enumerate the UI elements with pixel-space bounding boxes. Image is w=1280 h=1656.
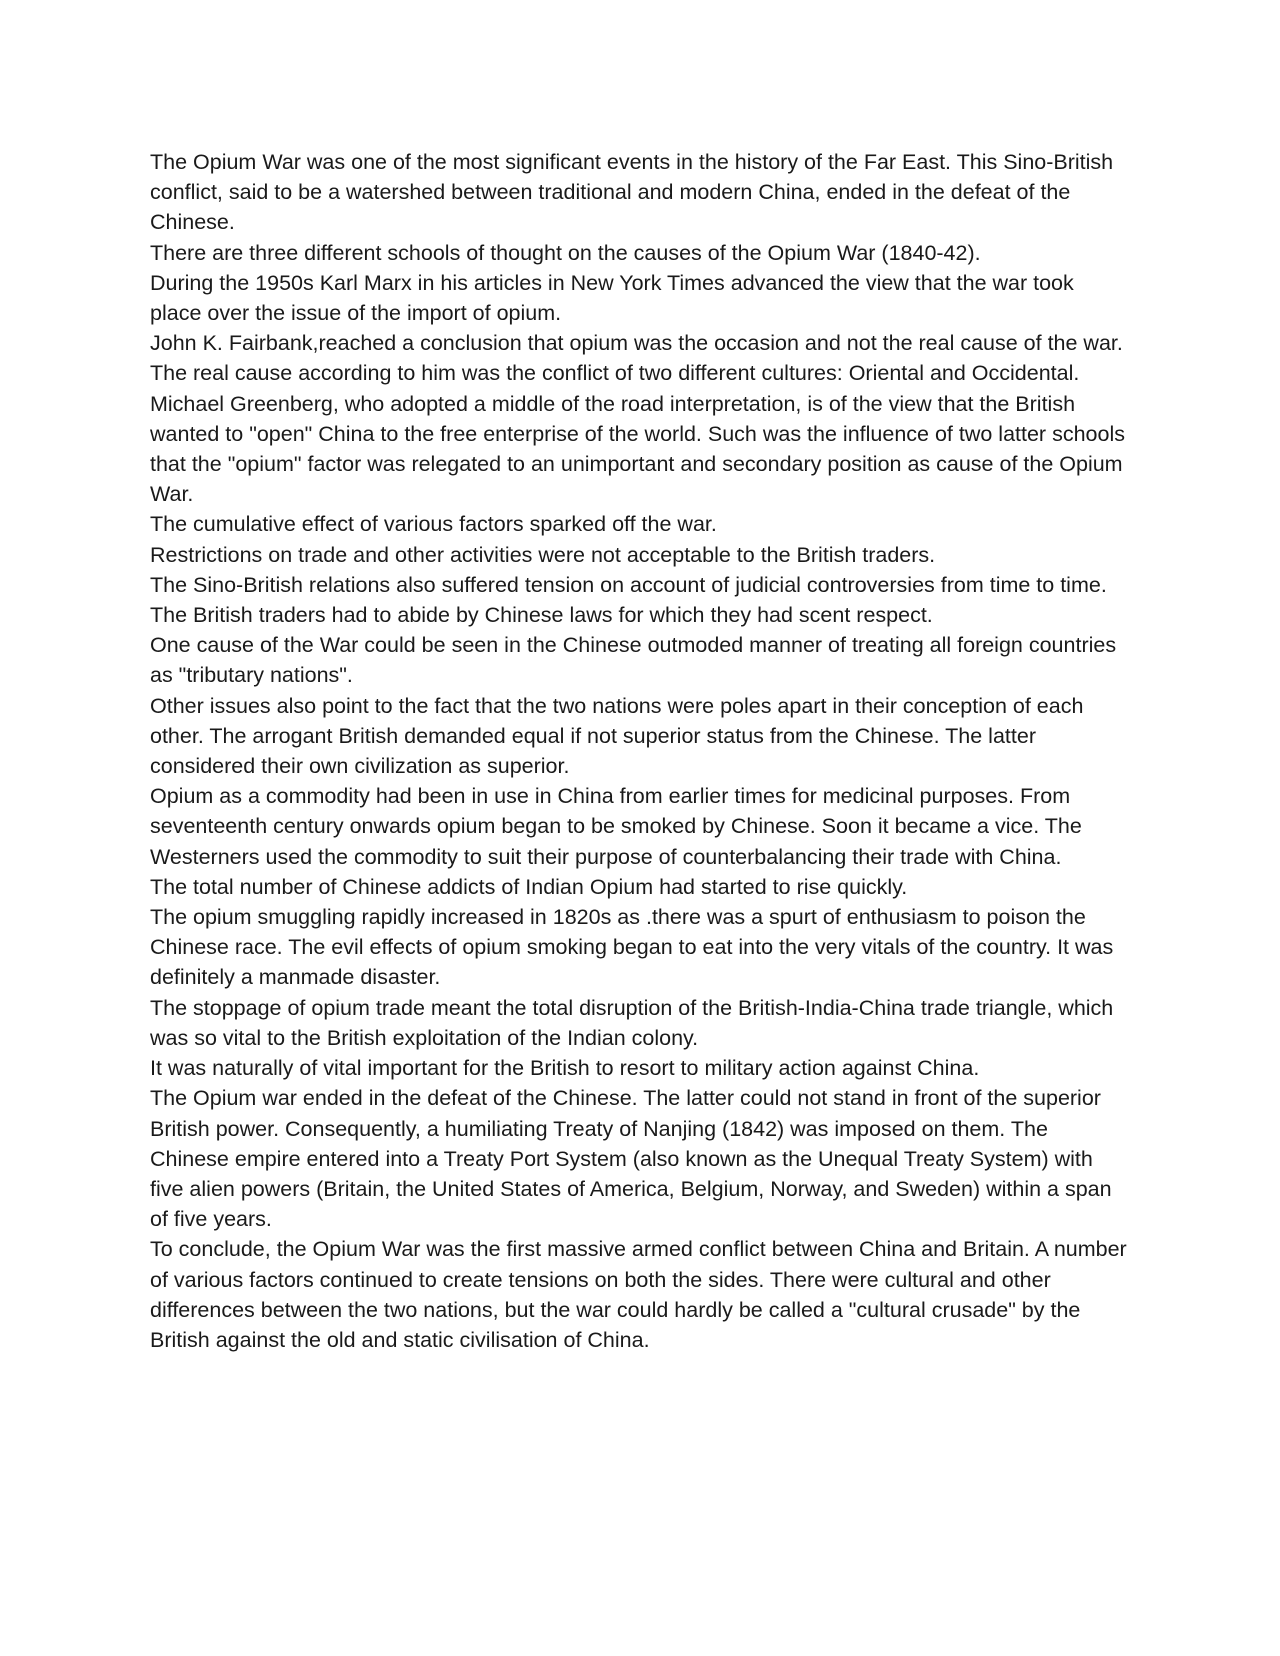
paragraph: The total number of Chinese addicts of Indian Opium had started to rise quickly. [150,874,908,899]
paragraph: The cumulative effect of various factors sparked off the war. [150,512,717,537]
paragraph: The Sino-British relations also suffered tension on account of judicial controversies from time to time. The British traders had to abide by Chinese laws for which they had scent respect. [150,572,1107,628]
paragraph: Restrictions on trade and other activities were not acceptable to the British traders. [150,542,936,567]
document-body [150,147,1130,1355]
paragraph: Michael Greenberg, who adopted a middle of the road interpretation, is of the view that the British wanted to "open" China to the free enterprise of the world. Such was the influence of two latter schools that the "opium" factor was relegated to an unimportant and secondary position as cause of the Opium War. [150,391,1125,507]
paragraph: Opium as a commodity had been in use in China from earlier times for medicinal purposes. From seventeenth century onwards opium began to be smoked by Chinese. Soon it became a vice. The Westerners used the commodity to suit their purpose of counterbalancing their trade with China. [150,784,1082,869]
paragraph: There are three different schools of thought on the causes of the Opium War (1840-42). [150,240,981,265]
paragraph: During the 1950s Karl Marx in his articles in New York Times advanced the view that the war took place over the issue of the import of opium. [150,270,1074,326]
paragraph: It was naturally of vital important for the British to resort to military action against China. [150,1056,980,1081]
paragraph: Other issues also point to the fact that the two nations were poles apart in their conception of each other. The arrogant British demanded equal if not superior status from the Chinese. The latter considered their own civilization as superior. [150,693,1084,779]
paragraph: The Opium War was one of the most significant events in the history of the Far East. This Sino-British conflict, said to be a watershed between traditional and modern China, ended in the defeat of the Chinese. [150,150,1114,235]
paragraph: The Opium war ended in the defeat of the Chinese. The latter could not stand in front of the superior British power. Consequently, a humiliating Treaty of Nanjing (1842) was imposed on them. The Chinese empire entered into a Treaty Port System (also known as the Unequal Treaty System) with five alien powers (Britain, the United States of America, Belgium, Norway, and Sweden) within a span of five years. [150,1086,1112,1232]
paragraph: The stoppage of opium trade meant the total disruption of the British-India-China trade triangle, which was so vital to the British exploitation of the Indian colony. [150,995,1114,1050]
paragraph: One cause of the War could be seen in the Chinese outmoded manner of treating all foreign countries as "tributary nations". [150,633,1117,688]
paragraph: John K. Fairbank,reached a conclusion that opium was the occasion and not the real cause of the war. The real cause according to him was the conflict of two different cultures: Oriental and Occidental. [150,331,1123,386]
paragraph: The opium smuggling rapidly increased in 1820s as .there was a spurt of enthusiasm to poison the Chinese race. The evil effects of opium smoking began to eat into the very vitals of the country. It was definitely a manmade disaster. [150,905,1114,990]
paragraph: To conclude, the Opium War was the first massive armed conflict between China and Britain. A number of various factors continued to create tensions on both the sides. There were cultural and other differences between the two nations, but the war could hardly be called a "cultural crusade" by the British against the old and static civilisation of China. [150,1237,1127,1352]
